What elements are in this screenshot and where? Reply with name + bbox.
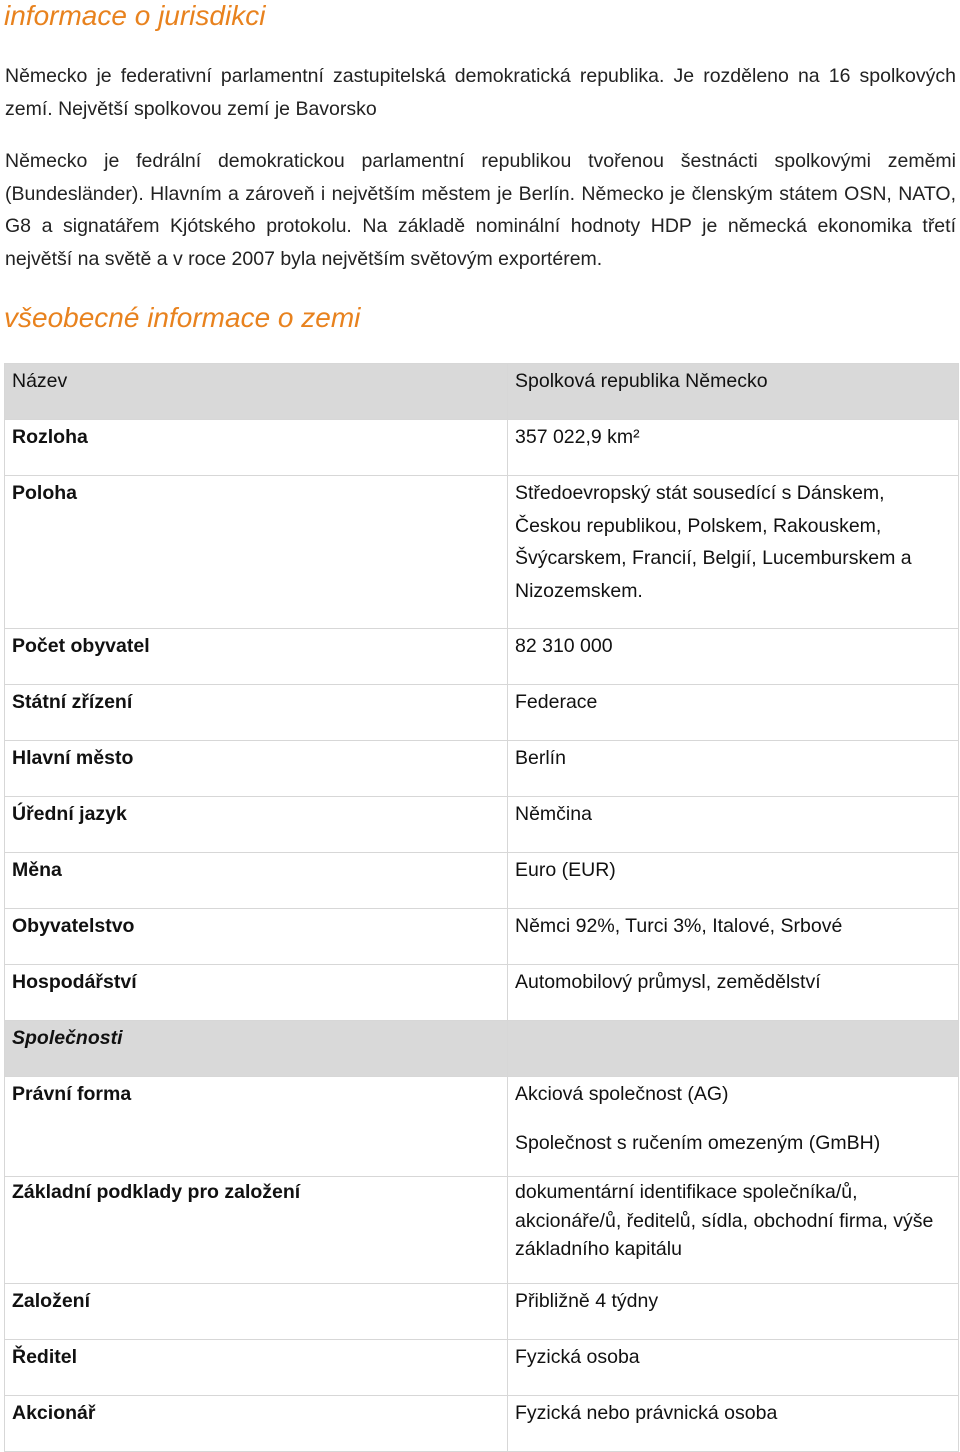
row-value: Federace — [508, 685, 959, 741]
row-value: 82 310 000 — [508, 629, 959, 685]
row-label: Hlavní město — [5, 741, 508, 797]
row-value-empty — [508, 1021, 959, 1077]
row-value: Přibližně 4 týdny — [508, 1284, 959, 1340]
table-row-location — [5, 476, 959, 629]
row-value: Němci 92%, Turci 3%, Italové, Srbové — [508, 909, 959, 965]
row-label: Počet obyvatel — [5, 629, 508, 685]
table-row-director — [5, 1340, 959, 1396]
row-label: Akcionář — [5, 1396, 508, 1452]
row-label: Rozloha — [5, 420, 508, 476]
table-row-economy — [5, 965, 959, 1021]
table-row-shareholder — [5, 1396, 959, 1452]
table-row-area — [5, 420, 959, 476]
row-value: Středoevropský stát sousedící s Dánskem, Českou republikou, Polskem, Rakouskem, Švýcarskem, Francií, Belgií, Lucemburskem a Nizozemskem. — [508, 476, 959, 629]
row-label: Založení — [5, 1284, 508, 1340]
table-row-legal-form — [5, 1077, 959, 1177]
section-heading-general-info: všeobecné informace o zemi — [4, 302, 361, 333]
legal-form-ag: Akciová společnost (AG) — [515, 1083, 729, 1105]
table-row-population — [5, 629, 959, 685]
table-row-language — [5, 797, 959, 853]
row-label: Státní zřízení — [5, 685, 508, 741]
row-value: Fyzická osoba — [508, 1340, 959, 1396]
row-label: Právní forma — [5, 1077, 508, 1177]
row-value: 357 022,9 km² — [508, 420, 959, 476]
row-value: Němčina — [508, 797, 959, 853]
table-row-government — [5, 685, 959, 741]
row-value: Berlín — [508, 741, 959, 797]
row-value: Spolková republika Německo — [508, 364, 959, 420]
row-label: Hospodářství — [5, 965, 508, 1021]
row-label: Společnosti — [5, 1021, 508, 1077]
intro-paragraph-2: Německo je fedrální demokratickou parlamentní republikou tvořenou šestnácti spolkovými zeměmi (Bundesländer). Hlavním a zároveň i největším městem je Berlín. Německo je členským státem OSN, NATO, G8 a signatářem Kjótského protokolu. Na základě nominální hodnoty HDP je německá ekonomika třetí největší na světě a v roce 2007 byla největším světovým exportérem. — [5, 150, 956, 270]
table-row-founding-time — [5, 1284, 959, 1340]
table-row-capital — [5, 741, 959, 797]
row-value: dokumentární identifikace společníka/ů, akcionáře/ů, ředitelů, sídla, obchodní firma, výše základního kapitálu — [508, 1177, 959, 1284]
row-label: Úřední jazyk — [5, 797, 508, 853]
row-label: Název — [5, 364, 508, 420]
row-value — [508, 1077, 959, 1177]
table-row-inhabitants — [5, 909, 959, 965]
table-row-companies-section — [5, 1021, 959, 1077]
row-value: Euro (EUR) — [508, 853, 959, 909]
table-row-founding-documents — [5, 1177, 959, 1284]
row-label: Poloha — [5, 476, 508, 629]
country-info-table — [4, 363, 959, 1452]
table-row-currency — [5, 853, 959, 909]
table-row-name — [5, 364, 959, 420]
row-value: Automobilový průmysl, zemědělství — [508, 965, 959, 1021]
row-label: Ředitel — [5, 1340, 508, 1396]
row-label: Základní podklady pro založení — [5, 1177, 508, 1284]
row-label: Obyvatelstvo — [5, 909, 508, 965]
intro-paragraph-1: Německo je federativní parlamentní zastupitelská demokratická republika. Je rozděleno na 16 spolkových zemí. Největší spolkovou zemí je Bavorsko — [5, 65, 956, 120]
legal-form-gmbh: Společnost s ručením omezeným (GmBH) — [515, 1131, 881, 1154]
row-value: Fyzická nebo právnická osoba — [508, 1396, 959, 1452]
row-label: Měna — [5, 853, 508, 909]
section-heading-jurisdiction: informace o jurisdikci — [4, 0, 266, 31]
